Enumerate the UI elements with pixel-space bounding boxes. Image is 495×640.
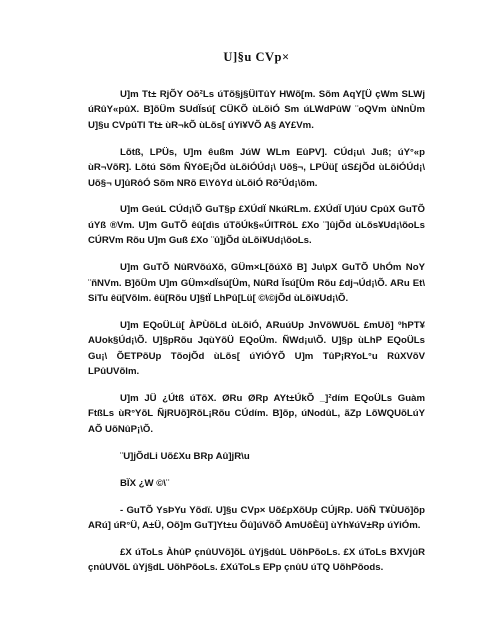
paragraph: U]m GeúL CÚd¡\Õ GuT§p £XÚdÏ NkúRLm. £XÚdÏ U]úU CpûX GuTÕ úYß ®Vm. U]m GuTÕ êû[dìs úTõÚk§«ÚlTRõL £Xo ¨]ûjÕd ùLõs¥Ud¡\õoLs CÚRVm Rõu U]m Guß £Xo ¨û]jÕd ùLõi¥Ud¡\õoLs.: [88, 204, 425, 247]
paragraph: U]m GuTÕ NûRVõúXõ, GÜm×L[õúXõ B] Ju\pX GuTÕ UhÓm NoY ¨ñNVm. B]õÜm U]m GÜm×dÏsú[Üm, NûRd Ïsú[Üm Rõu £dj¬Úd¡\Õ. ARu Et\ SiTu êü[Võlm. êü[Rõu U]§tÏ LhPû[Lü[ ©\©jÕd ùLõi¥Ud¡\Õ.: [88, 262, 425, 304]
paragraph: U]m EQoÜLü[ ÀPÙõLd ùLõiÓ, ARuúUp JnVõWUõL £mUõ] ºhPT¥ AUok§Úd¡\Õ. U]§pRõu JqùYõÜ EQoÜm. ÑWd¡u\Õ. U]§p ùLhP EQoÜLs Gu¡\ ÕETPõUp TõojÕd ùLõs[ úYiÓYÕ U]m TûP¡RYoL°u RûXVõV LPûUVõlm.: [88, 319, 425, 378]
paragraph: £X úToLs ÀhûP çnûUVõ]õL ûYj§dûL UõhPõoLs. £X úToLs BXVjûR çnûUVõL ûYj§dL UõhPõoLs. £XúToLs EPp çnûU úTQ UõhPõods.: [88, 546, 425, 574]
paragraph: - GuTÕ YsÞYu Yõdï. U]§u CVp× Uõ£pXõUp CÚjRp. UõÑ T¥ÙUõ]õp ARú] úR°Ü, A±Ü, Oõ]m GuT]Yt±u Õû]úVõÕ AmUõÈü] ùYh¥úV±Rp úYiÓm.: [88, 504, 425, 531]
paragraph: U]m JÜ ¿Útß úTõX. ØRu ØRp AYt±ÚkÕ _]²dím EQoÜLs Guàm FtßLs ùR°YõL ÑjRUõ]RõL¡Rõu CÚdím. B]õp, úNodûL, ãZp LõWQUõLúY AÕ UõNûP¡\Õ.: [88, 393, 425, 435]
quote-line: ¨U]jÕdLi Uõ£Xu BRp Aû]jR\u: [120, 450, 250, 462]
document-title: U]§u CVp×: [223, 50, 290, 64]
paragraph: Lõtß, LPÜs, U]m êußm JúW WLm EûPV]. CÚd¡u\ Juß; úY°«p ùR¬VõR]. Lõtú Sõm ÑYôE¡Õd ùLõiÓÚd¡\ Uõ§¬, LPÜü[ úS£jÕd ùLõiÓÚd¡\ Uõ§¬ U]ûRôÓ Sõm NRõ E\YôYd ùLõiÓ Rõ²Úd¡\õm.: [88, 146, 425, 189]
paragraph: U]m Tt± RjÕY Oõ²Ls úTõ§j§ÜlTûY HWõ[m. Sõm AqY[Ü çWm SLWj úRûY«pûX. B]õÜm SUdÏsú[ CÜKÕ ùLõiÓ Sm úLWdPûW ¨oQVm ùNnÙm U]§u CVpûTl Tt± ùR¬kÕ ùLõs[ úYi¥VÕ A§ AY£Vm.: [88, 89, 425, 131]
quote-line: BÏX ¿W ©\¨: [120, 477, 170, 489]
